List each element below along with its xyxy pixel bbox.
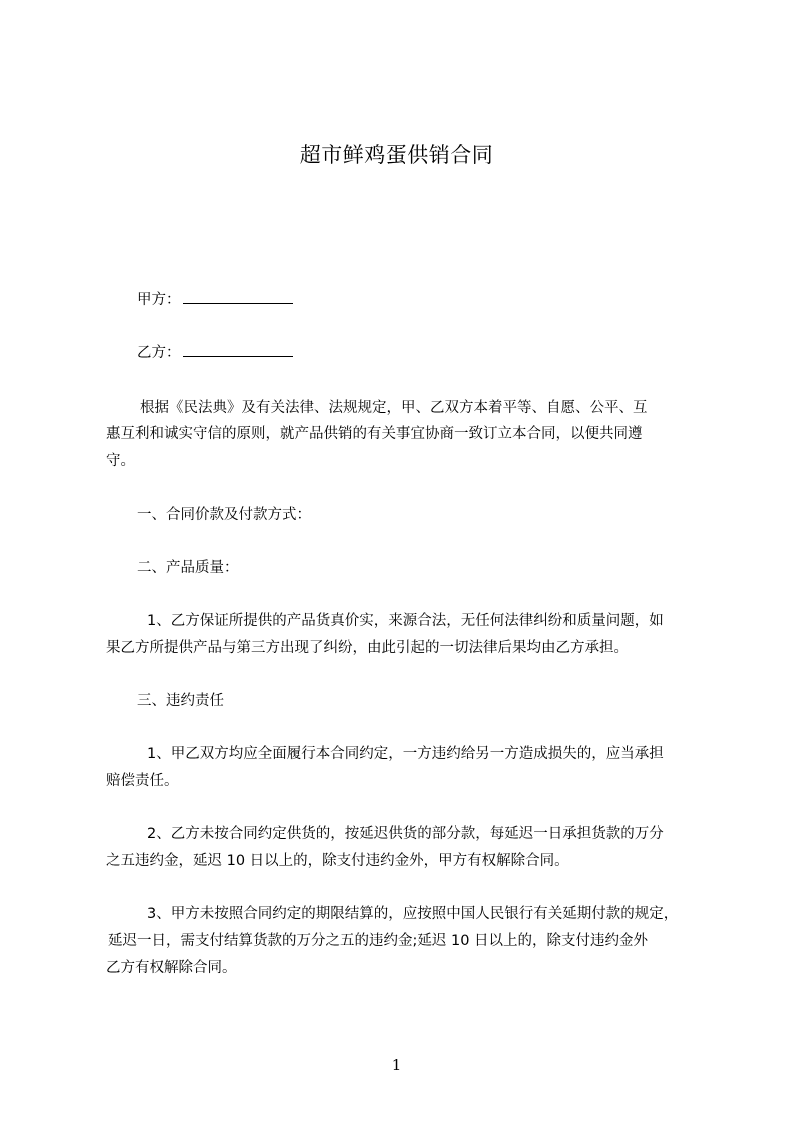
section3-item1-line-2: 赔偿责任。 <box>106 773 179 789</box>
section3-item3-line-2: 延迟一日，需支付结算货款的万分之五的违约金;延迟 10 日以上的，除支付违约金外 <box>108 933 649 949</box>
intro-line-2: 惠互利和诚实守信的原则，就产品供销的有关事宜协商一致订立本合同，以便共同遵 <box>106 426 643 442</box>
intro-line-1: 根据《民法典》及有关法律、法规规定，甲、乙双方本着平等、自愿、公平、互 <box>140 400 648 416</box>
party-b-line <box>137 342 293 364</box>
party-a-line <box>137 289 293 311</box>
intro-line-3: 守。 <box>106 453 135 469</box>
section3-item2-line-1: 2、乙方未按合同约定供货的，按延迟供货的部分款，每延迟一日承担货款的万分 <box>147 826 664 842</box>
section-heading-1: 一、合同价款及付款方式： <box>137 507 311 523</box>
section2-item1-line-2: 果乙方所提供产品与第三方出现了纠纷，由此引起的一切法律后果均由乙方承担。 <box>106 640 628 656</box>
party-b-label: 乙方： <box>137 345 181 361</box>
section-heading-2: 二、产品质量： <box>137 560 239 576</box>
document-title: 超市鲜鸡蛋供销合同 <box>299 143 494 167</box>
party-a-label: 甲方： <box>137 292 181 308</box>
party-b-blank[interactable] <box>183 344 293 357</box>
party-a-blank[interactable] <box>183 291 293 304</box>
section3-item2-line-2: 之五违约金，延迟 10 日以上的，除支付违约金外，甲方有权解除合同。 <box>106 853 569 869</box>
section3-item3-line-3: 乙方有权解除合同。 <box>106 960 237 976</box>
section-heading-3: 三、违约责任 <box>137 693 224 709</box>
section3-item3-line-1: 3、甲方未按照合同约定的期限结算的，应按照中国人民银行有关延期付款的规定， <box>147 906 679 922</box>
page-number: 1 <box>391 1056 402 1074</box>
section2-item1-line-1: 1、乙方保证所提供的产品货真价实，来源合法，无任何法律纠纷和质量问题，如 <box>147 613 664 629</box>
section3-item1-line-1: 1、甲乙双方均应全面履行本合同约定，一方违约给另一方造成损失的，应当承担 <box>147 746 664 762</box>
